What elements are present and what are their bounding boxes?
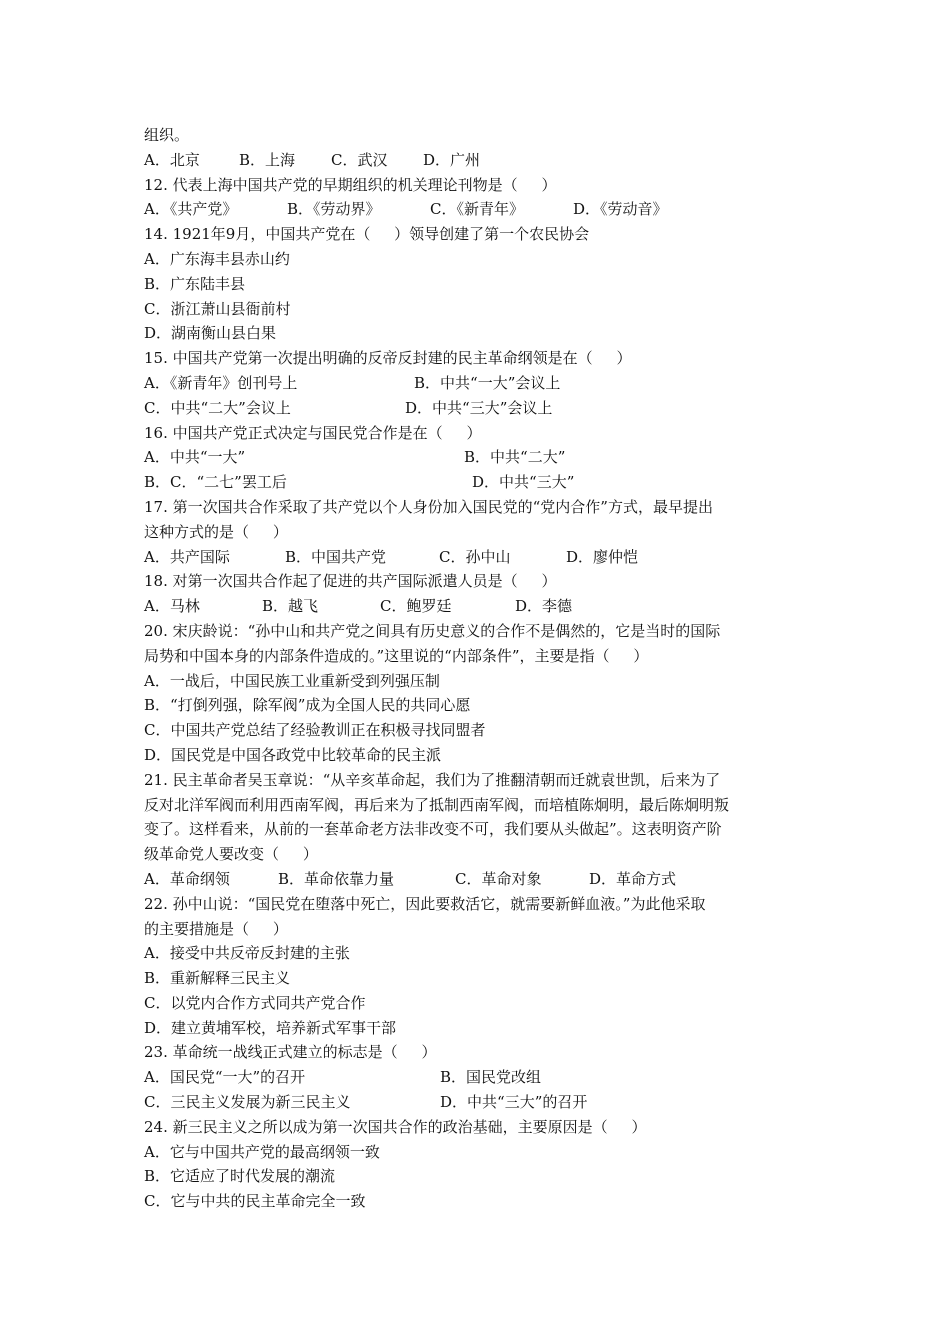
option: B．革命依靠力量 — [278, 869, 395, 888]
option: B．中国共产党 — [285, 547, 387, 566]
option-line: A．广东海丰县赤山约 — [144, 249, 290, 268]
text-line: 组织。 — [144, 126, 190, 144]
option: D．广州 — [423, 150, 481, 169]
option-line: D．湖南衡山县白果 — [144, 324, 277, 343]
options-row — [144, 396, 809, 421]
options-row — [144, 594, 809, 619]
option-line: B．重新解释三民主义 — [144, 969, 291, 988]
option-line: D．建立黄埔军校，培养新式军事干部 — [144, 1018, 397, 1037]
options-row — [144, 1065, 809, 1090]
question-line: 17. 第一次国共合作采取了共产党以个人身份加入国民党的“党内合作”方式，最早提出 — [144, 497, 713, 516]
option: D．革命方式 — [589, 869, 677, 888]
option: C．《新青年》 — [430, 200, 524, 219]
options-row — [144, 545, 809, 570]
option: A．国民党“一大”的召开 — [144, 1068, 306, 1087]
option: A．《共产党》 — [144, 200, 238, 219]
question-line: 局势和中国本身的内部条件造成的。”这里说的“内部条件”，主要是指（ ） — [144, 646, 649, 665]
options-row — [144, 470, 809, 495]
option: A．马林 — [144, 597, 200, 616]
option: C．鲍罗廷 — [380, 597, 452, 616]
option: C．中共“二大”会议上 — [144, 398, 291, 417]
question-line: 变了。这样看来，从前的一套革命老方法非改变不可，我们要从头做起”。这表明资产阶 — [144, 820, 722, 839]
option: C．三民主义发展为新三民主义 — [144, 1093, 351, 1112]
option: B．上海 — [239, 150, 296, 169]
option: B．国民党改组 — [440, 1068, 542, 1087]
question-line: 23. 革命统一战线正式建立的标志是（ ） — [144, 1043, 437, 1062]
option: D．《劳动音》 — [573, 200, 668, 219]
option: B．越飞 — [262, 597, 319, 616]
question-line: 反对北洋军阀而利用西南军阀，再后来为了抵制西南军阀，而培植陈炯明，最后陈炯明叛 — [144, 795, 730, 814]
question-line: 这种方式的是（ ） — [144, 522, 288, 541]
option: D．中共“三大”会议上 — [405, 398, 553, 417]
option: D．李德 — [515, 597, 573, 616]
option-line: C．浙江萧山县衙前村 — [144, 299, 291, 318]
option-line: C．它与中共的民主革命完全一致 — [144, 1192, 366, 1211]
option-line: A．它与中国共产党的最高纲领一致 — [144, 1142, 380, 1161]
option: B．中共“一大”会议上 — [414, 373, 561, 392]
option-line: D．国民党是中国各政党中比较革命的民主派 — [144, 745, 442, 764]
option: C．孙中山 — [439, 547, 511, 566]
question-line: 级革命党人要改变（ ） — [144, 845, 318, 864]
option: B．《劳动界》 — [287, 200, 381, 219]
option: A．中共“一大” — [144, 448, 246, 467]
question-line: 18. 对第一次国共合作起了促进的共产国际派遣人员是（ ） — [144, 572, 557, 591]
option-line: C．以党内合作方式同共产党合作 — [144, 993, 366, 1012]
question-line: 16. 中国共产党正式决定与国民党合作是在（ ） — [144, 423, 482, 442]
option-line: B．广东陆丰县 — [144, 274, 246, 293]
option: D．廖仲恺 — [566, 547, 639, 566]
question-line: 20. 宋庆龄说：“孙中山和共产党之间具有历史意义的合作不是偶然的，它是当时的国际 — [144, 621, 721, 640]
option-line: A．接受中共反帝反封建的主张 — [144, 944, 350, 963]
question-line: 12. 代表上海中国共产党的早期组织的机关理论刊物是（ ） — [144, 175, 557, 194]
option: A．革命纲领 — [144, 869, 230, 888]
option-line: A．一战后，中国民族工业重新受到列强压制 — [144, 671, 440, 690]
question-line: 14. 1921年9月，中国共产党在（ ）领导创建了第一个农民协会 — [144, 225, 590, 244]
options-row — [144, 371, 809, 396]
option: C．革命对象 — [455, 869, 542, 888]
question-line: 24. 新三民主义之所以成为第一次国共合作的政治基础，主要原因是（ ） — [144, 1117, 647, 1136]
question-line: 21. 民主革命者吴玉章说：“从辛亥革命起，我们为了推翻清朝而迁就袁世凯，后来为了 — [144, 770, 721, 789]
options-row — [144, 148, 809, 173]
option-line: C．中国共产党总结了经验教训正在积极寻找同盟者 — [144, 721, 486, 740]
option: D．中共“三大”的召开 — [440, 1093, 588, 1112]
option: A．《新青年》创刊号上 — [144, 373, 298, 392]
option: A．北京 — [144, 150, 200, 169]
option-line: B．“打倒列强，除军阀”成为全国人民的共同心愿 — [144, 696, 471, 715]
option: B．C．“二七”罢工后 — [144, 473, 287, 492]
option-line: B．它适应了时代发展的潮流 — [144, 1167, 336, 1186]
question-line: 15. 中国共产党第一次提出明确的反帝反封建的民主革命纲领是在（ ） — [144, 349, 632, 368]
options-row — [144, 1090, 809, 1115]
option: C．武汉 — [331, 150, 388, 169]
option: D．中共“三大” — [472, 473, 575, 492]
options-row — [144, 197, 809, 222]
question-line: 22. 孙中山说：“国民党在堕落中死亡，因此要救活它，就需要新鲜血液。”为此他采取 — [144, 894, 706, 913]
option: B．中共“二大” — [464, 448, 566, 467]
document-page — [144, 123, 809, 1214]
options-row — [144, 445, 809, 470]
option: A．共产国际 — [144, 547, 230, 566]
question-line: 的主要措施是（ ） — [144, 919, 288, 938]
options-row — [144, 867, 809, 892]
